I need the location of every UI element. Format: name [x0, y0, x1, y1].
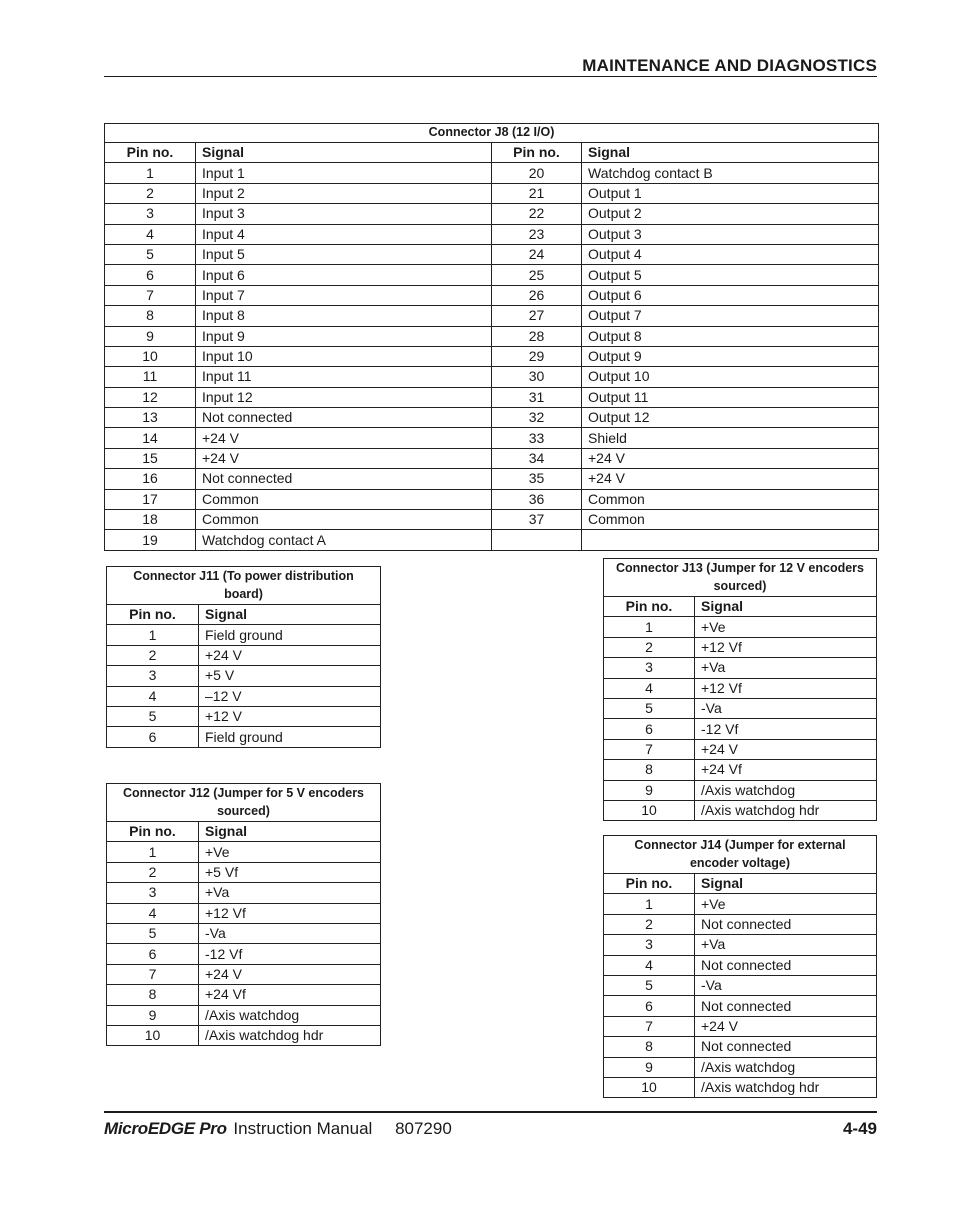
- pin-number-cell: 6: [604, 719, 695, 739]
- connector-j12-table: [106, 783, 381, 1046]
- table-row: [105, 265, 879, 285]
- pin-number-cell: 19: [105, 530, 196, 550]
- pin-number-cell: 6: [604, 996, 695, 1016]
- table-row: [604, 617, 877, 637]
- table-row: [604, 719, 877, 739]
- signal-cell: Input 2: [196, 183, 492, 203]
- page-number: 4-49: [842, 1119, 877, 1138]
- table-caption: Connector J14 (Jumper for external encoder voltage): [604, 836, 877, 874]
- table-row: [604, 658, 877, 678]
- table-row: [107, 686, 381, 706]
- signal-cell: +12 Vf: [695, 637, 877, 657]
- pin-number-cell: 5: [604, 698, 695, 718]
- table-row: [107, 645, 381, 665]
- pin-number-cell: 15: [105, 448, 196, 468]
- signal-cell: /Axis watchdog: [199, 1005, 381, 1025]
- signal-cell: Input 3: [196, 204, 492, 224]
- pin-number-cell: 14: [105, 428, 196, 448]
- pin-number-cell: 3: [604, 935, 695, 955]
- signal-cell: /Axis watchdog hdr: [199, 1025, 381, 1045]
- pin-number-cell: 7: [105, 285, 196, 305]
- header-rule: [104, 76, 877, 77]
- signal-cell: Output 1: [582, 183, 879, 203]
- pin-number-cell: 2: [107, 862, 199, 882]
- signal-cell: Common: [582, 489, 879, 509]
- signal-cell: +24 V: [196, 448, 492, 468]
- table-row: [604, 914, 877, 934]
- signal-cell: /Axis watchdog hdr: [695, 1077, 877, 1097]
- signal-cell: Watchdog contact A: [196, 530, 492, 550]
- product-name: MicroEDGE Pro: [104, 1119, 227, 1138]
- column-header-signal: Signal: [582, 143, 879, 163]
- signal-cell: +24 V: [199, 645, 381, 665]
- signal-cell: Output 10: [582, 367, 879, 387]
- signal-cell: +24 V: [582, 448, 879, 468]
- table-row: [107, 944, 381, 964]
- signal-cell: Output 7: [582, 306, 879, 326]
- table-row: [107, 985, 381, 1005]
- section-title: MAINTENANCE AND DIAGNOSTICS: [582, 56, 877, 75]
- signal-cell: +24 Vf: [199, 985, 381, 1005]
- pin-number-cell: 13: [105, 408, 196, 428]
- table-row: [604, 637, 877, 657]
- table-row: [105, 346, 879, 366]
- footer-rule: [104, 1111, 877, 1113]
- signal-cell: Not connected: [695, 955, 877, 975]
- table-row: [604, 800, 877, 820]
- connector-j11-table: [106, 566, 381, 748]
- table-row: [604, 955, 877, 975]
- pin-number-cell: 5: [107, 706, 199, 726]
- pin-number-cell: 9: [604, 780, 695, 800]
- table-row: [105, 244, 879, 264]
- footer-manual-info: [104, 1119, 452, 1139]
- signal-cell: -Va: [695, 975, 877, 995]
- signal-cell: +Va: [695, 658, 877, 678]
- pin-number-cell: 35: [492, 469, 582, 489]
- pin-number-cell: [492, 530, 582, 550]
- signal-cell: Output 11: [582, 387, 879, 407]
- signal-cell: +24 Vf: [695, 760, 877, 780]
- pin-number-cell: 31: [492, 387, 582, 407]
- signal-cell: +24 V: [196, 428, 492, 448]
- pin-number-cell: 16: [105, 469, 196, 489]
- pin-number-cell: 34: [492, 448, 582, 468]
- pin-number-cell: 18: [105, 510, 196, 530]
- table-row: [107, 964, 381, 984]
- signal-cell: Input 10: [196, 346, 492, 366]
- column-header-pin: Pin no.: [105, 143, 196, 163]
- signal-cell: Not connected: [695, 996, 877, 1016]
- signal-cell: Input 4: [196, 224, 492, 244]
- pin-number-cell: 2: [107, 645, 199, 665]
- signal-cell: Common: [196, 510, 492, 530]
- signal-cell: +24 V: [582, 469, 879, 489]
- column-header-signal: Signal: [196, 143, 492, 163]
- signal-cell: Output 12: [582, 408, 879, 428]
- column-header-signal: Signal: [695, 874, 877, 894]
- pin-number-cell: 10: [604, 800, 695, 820]
- table-row: [105, 387, 879, 407]
- pin-number-cell: 4: [107, 903, 199, 923]
- table-row: [604, 760, 877, 780]
- pin-number-cell: 10: [604, 1077, 695, 1097]
- pin-number-cell: 5: [604, 975, 695, 995]
- pin-number-cell: 3: [604, 658, 695, 678]
- signal-cell: +Va: [199, 883, 381, 903]
- pin-number-cell: 6: [107, 727, 199, 747]
- pin-number-cell: 22: [492, 204, 582, 224]
- signal-cell: /Axis watchdog: [695, 1057, 877, 1077]
- pin-number-cell: 4: [107, 686, 199, 706]
- table-row: [107, 666, 381, 686]
- signal-cell: Not connected: [695, 1037, 877, 1057]
- connector-j13-table: [603, 558, 877, 821]
- pin-number-cell: 8: [107, 985, 199, 1005]
- table-row: [107, 842, 381, 862]
- table-row: [107, 923, 381, 943]
- pin-number-cell: 36: [492, 489, 582, 509]
- signal-cell: Input 12: [196, 387, 492, 407]
- pin-number-cell: 11: [105, 367, 196, 387]
- table-row: [107, 903, 381, 923]
- table-row: [604, 935, 877, 955]
- table-row: [105, 306, 879, 326]
- pin-number-cell: 9: [107, 1005, 199, 1025]
- signal-cell: Not connected: [695, 914, 877, 934]
- table-row: [107, 625, 381, 645]
- pin-number-cell: 8: [604, 760, 695, 780]
- pin-number-cell: 2: [604, 637, 695, 657]
- signal-cell: Input 6: [196, 265, 492, 285]
- signal-cell: +Va: [695, 935, 877, 955]
- signal-cell: Output 6: [582, 285, 879, 305]
- pin-number-cell: 3: [105, 204, 196, 224]
- pin-number-cell: 3: [107, 883, 199, 903]
- connector-j8-table: [104, 123, 879, 551]
- pin-number-cell: 1: [105, 163, 196, 183]
- pin-number-cell: 1: [604, 894, 695, 914]
- signal-cell: Watchdog contact B: [582, 163, 879, 183]
- table-row: [604, 1077, 877, 1097]
- table-row: [105, 510, 879, 530]
- pin-number-cell: 21: [492, 183, 582, 203]
- signal-cell: +5 Vf: [199, 862, 381, 882]
- table-row: [107, 1025, 381, 1045]
- pin-number-cell: 33: [492, 428, 582, 448]
- pin-number-cell: 10: [105, 346, 196, 366]
- pin-number-cell: 29: [492, 346, 582, 366]
- pin-number-cell: 4: [604, 955, 695, 975]
- signal-cell: +5 V: [199, 666, 381, 686]
- signal-cell: Input 9: [196, 326, 492, 346]
- signal-cell: Common: [582, 510, 879, 530]
- signal-cell: Output 4: [582, 244, 879, 264]
- table-caption: Connector J11 (To power distribution board): [107, 567, 381, 605]
- pin-number-cell: 23: [492, 224, 582, 244]
- table-row: [604, 698, 877, 718]
- pin-number-cell: 1: [107, 842, 199, 862]
- pin-number-cell: 6: [105, 265, 196, 285]
- pin-number-cell: 10: [107, 1025, 199, 1045]
- pin-number-cell: 8: [604, 1037, 695, 1057]
- document-number: 807290: [395, 1119, 452, 1138]
- table-row: [604, 1037, 877, 1057]
- pin-number-cell: 17: [105, 489, 196, 509]
- table-caption: Connector J13 (Jumper for 12 V encoders sourced): [604, 559, 877, 597]
- table-row: [105, 204, 879, 224]
- signal-cell: [582, 530, 879, 550]
- pin-number-cell: 28: [492, 326, 582, 346]
- table-row: [107, 862, 381, 882]
- pin-number-cell: 9: [604, 1057, 695, 1077]
- signal-cell: Shield: [582, 428, 879, 448]
- table-row: [604, 996, 877, 1016]
- signal-cell: +24 V: [695, 739, 877, 759]
- signal-cell: +Ve: [199, 842, 381, 862]
- signal-cell: Field ground: [199, 625, 381, 645]
- signal-cell: Input 11: [196, 367, 492, 387]
- table-caption: Connector J12 (Jumper for 5 V encoders sourced): [107, 784, 381, 822]
- pin-number-cell: 7: [604, 739, 695, 759]
- pin-number-cell: 1: [604, 617, 695, 637]
- pin-number-cell: 5: [107, 923, 199, 943]
- pin-number-cell: 2: [604, 914, 695, 934]
- table-caption: Connector J8 (12 I/O): [105, 124, 879, 143]
- signal-cell: -Va: [695, 698, 877, 718]
- table-row: [107, 706, 381, 726]
- pin-number-cell: 2: [105, 183, 196, 203]
- table-row: [105, 163, 879, 183]
- column-header-pin: Pin no.: [492, 143, 582, 163]
- table-row: [105, 489, 879, 509]
- table-row: [105, 448, 879, 468]
- table-row: [107, 1005, 381, 1025]
- pin-number-cell: 32: [492, 408, 582, 428]
- table-row: [604, 780, 877, 800]
- signal-cell: +12 Vf: [695, 678, 877, 698]
- signal-cell: Output 3: [582, 224, 879, 244]
- table-row: [107, 727, 381, 747]
- table-row: [105, 428, 879, 448]
- pin-number-cell: 4: [105, 224, 196, 244]
- column-header-pin: Pin no.: [604, 874, 695, 894]
- table-row: [604, 894, 877, 914]
- pin-number-cell: 1: [107, 625, 199, 645]
- pin-number-cell: 25: [492, 265, 582, 285]
- signal-cell: +12 Vf: [199, 903, 381, 923]
- signal-cell: +12 V: [199, 706, 381, 726]
- signal-cell: Field ground: [199, 727, 381, 747]
- table-row: [105, 326, 879, 346]
- pin-number-cell: 9: [105, 326, 196, 346]
- column-header-signal: Signal: [199, 605, 381, 625]
- signal-cell: Input 5: [196, 244, 492, 264]
- table-row: [107, 883, 381, 903]
- signal-cell: +24 V: [695, 1016, 877, 1036]
- table-row: [105, 285, 879, 305]
- table-row: [105, 224, 879, 244]
- table-row: [604, 678, 877, 698]
- signal-cell: +Ve: [695, 894, 877, 914]
- table-row: [604, 1057, 877, 1077]
- pin-number-cell: 6: [107, 944, 199, 964]
- signal-cell: -12 Vf: [199, 944, 381, 964]
- signal-cell: Input 1: [196, 163, 492, 183]
- connector-j14-table: [603, 835, 877, 1098]
- table-row: [105, 367, 879, 387]
- table-row: [604, 739, 877, 759]
- column-header-pin: Pin no.: [107, 822, 199, 842]
- pin-number-cell: 37: [492, 510, 582, 530]
- pin-number-cell: 26: [492, 285, 582, 305]
- pin-number-cell: 27: [492, 306, 582, 326]
- signal-cell: Common: [196, 489, 492, 509]
- signal-cell: Output 8: [582, 326, 879, 346]
- table-row: [604, 975, 877, 995]
- signal-cell: –12 V: [199, 686, 381, 706]
- table-row: [105, 183, 879, 203]
- signal-cell: Not connected: [196, 469, 492, 489]
- pin-number-cell: 30: [492, 367, 582, 387]
- column-header-pin: Pin no.: [107, 605, 199, 625]
- signal-cell: /Axis watchdog hdr: [695, 800, 877, 820]
- signal-cell: Not connected: [196, 408, 492, 428]
- manual-title: Instruction Manual: [233, 1119, 373, 1138]
- pin-number-cell: 7: [604, 1016, 695, 1036]
- column-header-pin: Pin no.: [604, 597, 695, 617]
- table-row: [604, 1016, 877, 1036]
- pin-number-cell: 8: [105, 306, 196, 326]
- signal-cell: -12 Vf: [695, 719, 877, 739]
- signal-cell: -Va: [199, 923, 381, 943]
- table-row: [105, 530, 879, 550]
- pin-number-cell: 24: [492, 244, 582, 264]
- signal-cell: Output 9: [582, 346, 879, 366]
- pin-number-cell: 4: [604, 678, 695, 698]
- pin-number-cell: 5: [105, 244, 196, 264]
- column-header-signal: Signal: [199, 822, 381, 842]
- signal-cell: /Axis watchdog: [695, 780, 877, 800]
- table-row: [105, 469, 879, 489]
- signal-cell: Input 7: [196, 285, 492, 305]
- pin-number-cell: 7: [107, 964, 199, 984]
- table-row: [105, 408, 879, 428]
- signal-cell: Output 5: [582, 265, 879, 285]
- pin-number-cell: 3: [107, 666, 199, 686]
- signal-cell: Output 2: [582, 204, 879, 224]
- pin-number-cell: 12: [105, 387, 196, 407]
- signal-cell: Input 8: [196, 306, 492, 326]
- signal-cell: +24 V: [199, 964, 381, 984]
- signal-cell: +Ve: [695, 617, 877, 637]
- pin-number-cell: 20: [492, 163, 582, 183]
- column-header-signal: Signal: [695, 597, 877, 617]
